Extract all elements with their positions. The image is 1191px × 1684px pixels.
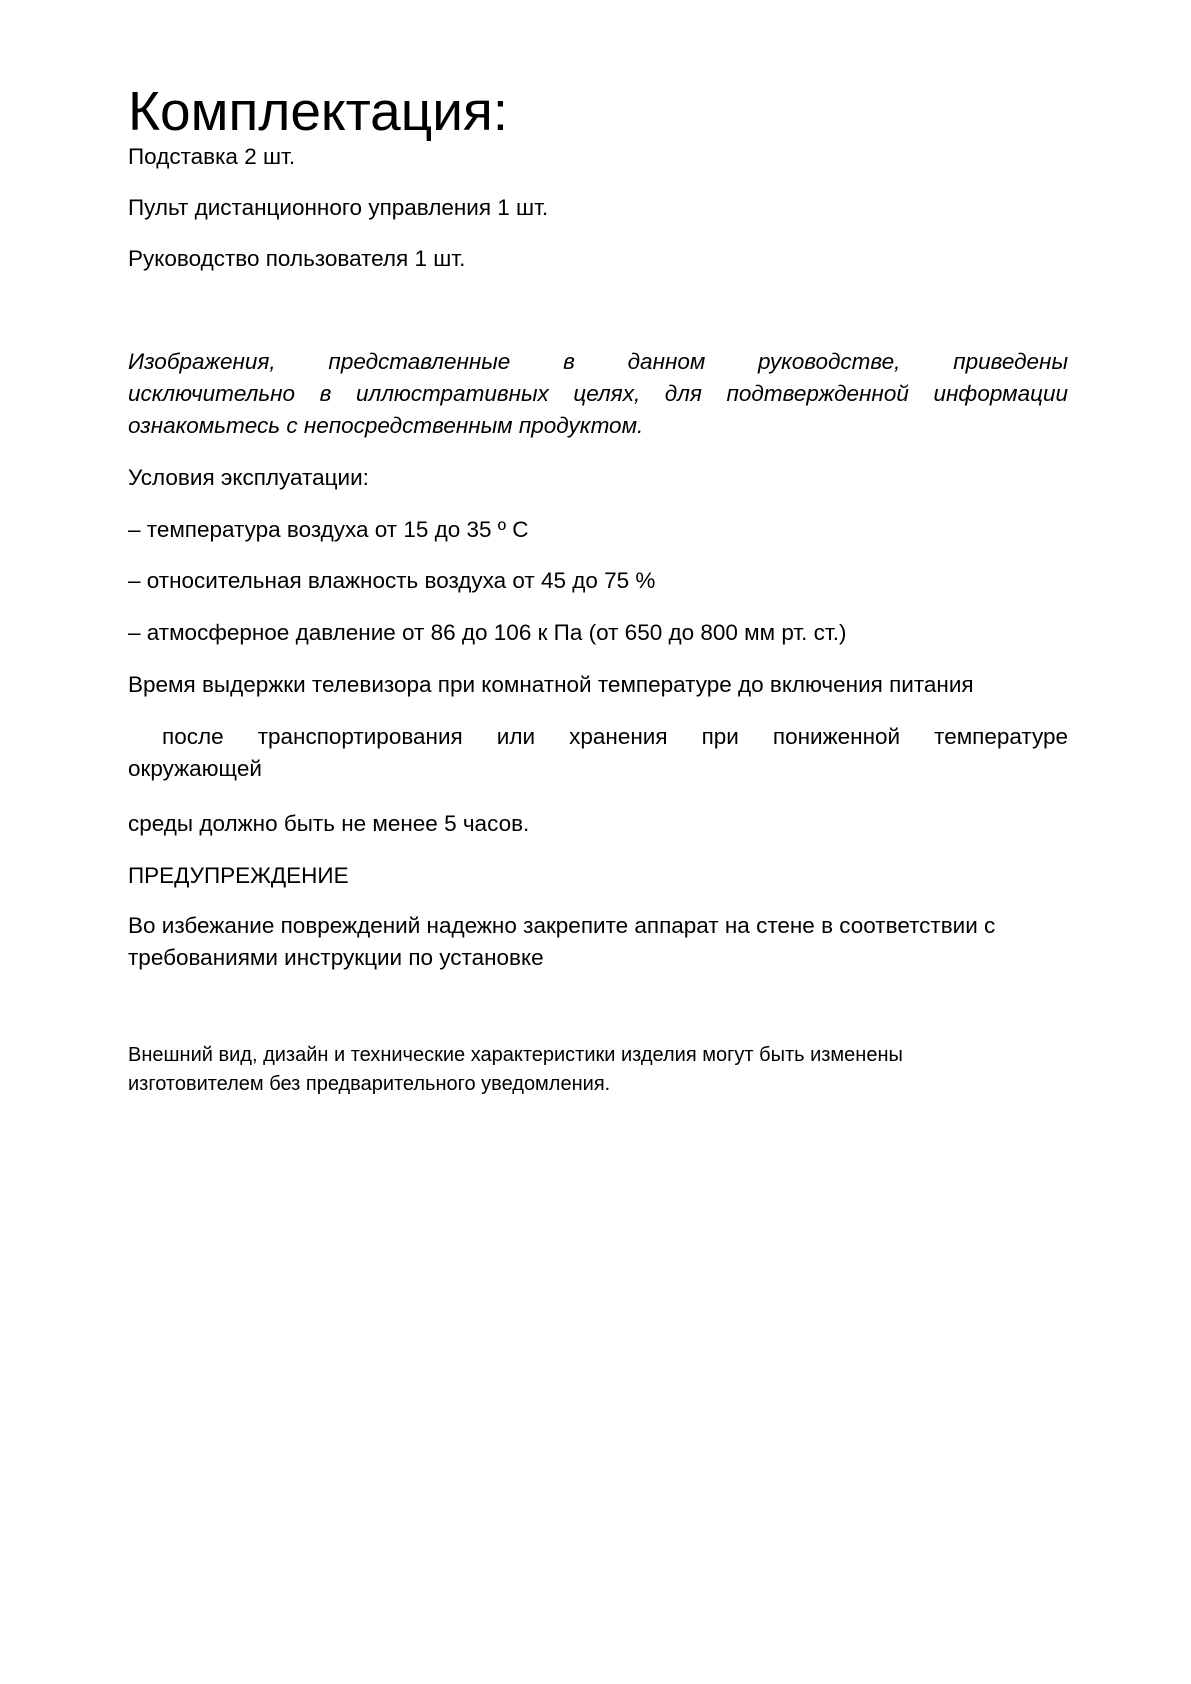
condition-humidity: – относительная влажность воздуха от 45 до 75 % [128, 568, 656, 593]
footnote-line: Внешний вид, дизайн и технические характеристики изделия могут быть изменены [128, 1044, 903, 1066]
condition-pressure: – атмосферное давление от 86 до 106 к Па (от 650 до 800 мм рт. ст.) [128, 620, 847, 645]
warning-text [128, 910, 1068, 974]
storage-text-paragraph [128, 721, 1068, 785]
package-item-stand: Подставка 2 шт. [128, 144, 296, 169]
package-item-manual: Руководство пользователя 1 шт. [128, 246, 466, 271]
disclaimer-line: исключительно в иллюстративных целях, для подтвержденной информации [128, 381, 1068, 406]
footnote [128, 1041, 1068, 1099]
warning-title: ПРЕДУПРЕЖДЕНИЕ [128, 863, 349, 888]
disclaimer-line: Изображения, представленные в данном руководстве, приведены [128, 349, 1068, 374]
warning-text-line: требованиями инструкции по установке [128, 945, 544, 970]
warning-text-line: Во избежание повреждений надежно закрепите аппарат на стене в соответствии с [128, 913, 996, 938]
conditions-title: Условия эксплуатации: [128, 465, 369, 490]
disclaimer-line: ознакомьтесь с непосредственным продуктом. [128, 413, 644, 438]
footnote-line: изготовителем без предварительного уведомления. [128, 1073, 611, 1095]
page-title: Комплектация: [128, 80, 509, 142]
storage-text-line: после транспортирования или хранения при пониженной температуре [128, 724, 1068, 749]
storage-text-line: окружающей [128, 756, 262, 781]
storage-text-line: среды должно быть не менее 5 часов. [128, 811, 530, 836]
storage-text-line: Время выдержки телевизора при комнатной температуре до включения питания [128, 672, 974, 697]
package-item-remote: Пульт дистанционного управления 1 шт. [128, 195, 549, 220]
illustration-disclaimer [128, 346, 1068, 442]
condition-temperature: – температура воздуха от 15 до 35 º С [128, 517, 529, 542]
document-page [128, 0, 1068, 1684]
